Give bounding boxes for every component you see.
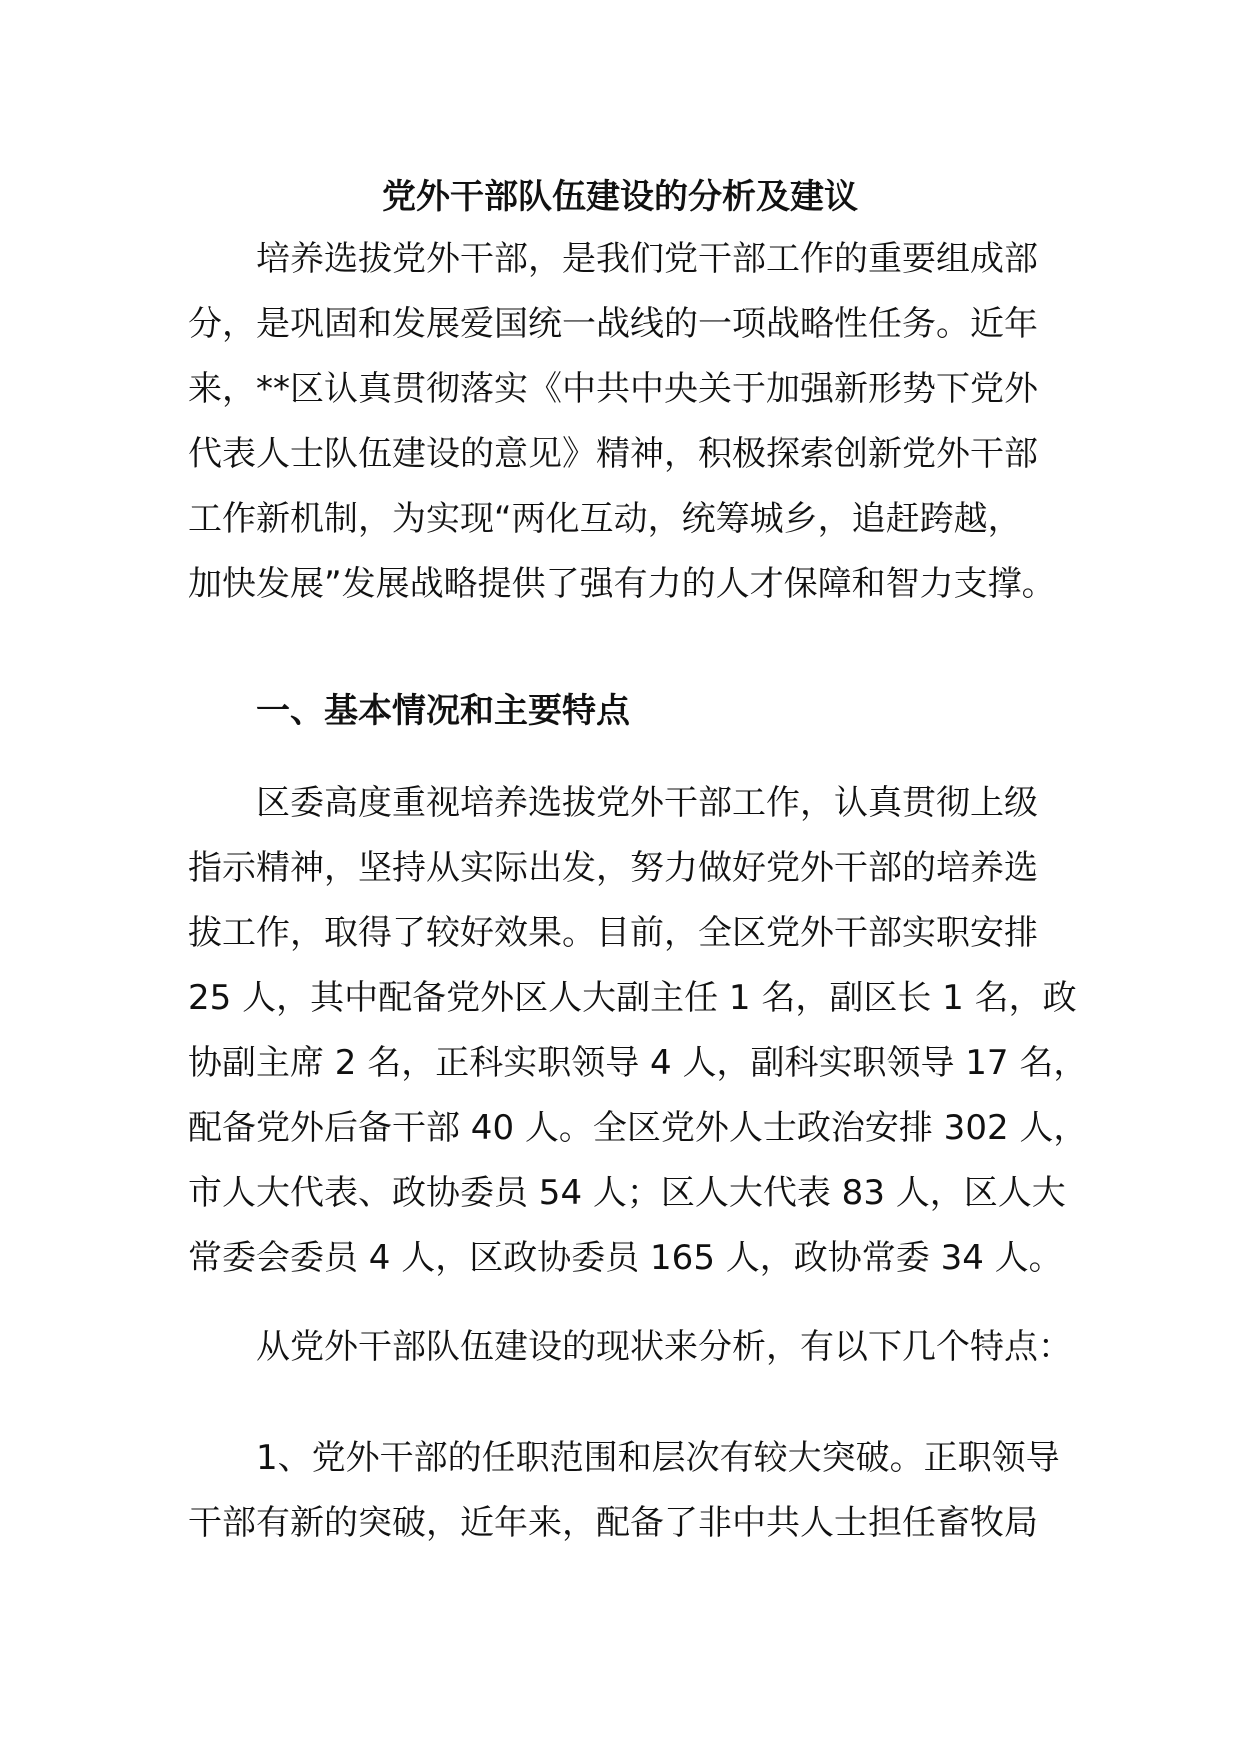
paragraph-line: 拔工作，取得了较好效果。目前，全区党外干部实职安排 — [188, 913, 1038, 953]
section-heading: 一、基本情况和主要特点 — [256, 691, 630, 731]
paragraph-line: 培养选拔党外干部，是我们党干部工作的重要组成部 — [256, 239, 1038, 279]
paragraph-line: 指示精神，坚持从实际出发，努力做好党外干部的培养选 — [188, 848, 1038, 888]
paragraph-line: 分，是巩固和发展爱国统一战线的一项战略性任务。近年 — [188, 304, 1038, 344]
paragraph-line: 常委会委员 4 人，区政协委员 165 人，政协常委 34 人。 — [188, 1238, 1063, 1278]
paragraph-intro — [188, 227, 1058, 617]
paragraph-line: 干部有新的突破，近年来，配备了非中共人士担任畜牧局 — [188, 1503, 1038, 1543]
paragraph-features-intro: 从党外干部队伍建设的现状来分析，有以下几个特点： — [256, 1327, 1072, 1367]
paragraph-line: 1、党外干部的任职范围和层次有较大突破。正职领导 — [256, 1438, 1060, 1478]
paragraph-line: 25 人，其中配备党外区人大副主任 1 名，副区长 1 名，政 — [188, 978, 1077, 1018]
paragraph-line: 工作新机制，为实现“两化互动，统筹城乡，追赶跨越， — [188, 499, 1022, 539]
paragraph-line: 区委高度重视培养选拔党外干部工作，认真贯彻上级 — [256, 783, 1038, 823]
paragraph-basic-situation — [188, 771, 1088, 1291]
paragraph-line: 协副主席 2 名，正科实职领导 4 人，副科实职领导 17 名， — [188, 1043, 1088, 1083]
paragraph-line: 配备党外后备干部 40 人。全区党外人士政治安排 302 人， — [188, 1108, 1088, 1148]
paragraph-line: 加快发展”发展战略提供了强有力的人才保障和智力支撑。 — [188, 564, 1056, 604]
paragraph-line: 来，**区认真贯彻落实《中共中央关于加强新形势下党外 — [188, 369, 1038, 409]
paragraph-line: 代表人士队伍建设的意见》精神，积极探索创新党外干部 — [188, 434, 1038, 474]
document-title: 党外干部队伍建设的分析及建议 — [382, 177, 858, 217]
paragraph-feature-1 — [188, 1426, 1058, 1556]
paragraph-line: 市人大代表、政协委员 54 人；区人大代表 83 人，区人大 — [188, 1173, 1066, 1213]
